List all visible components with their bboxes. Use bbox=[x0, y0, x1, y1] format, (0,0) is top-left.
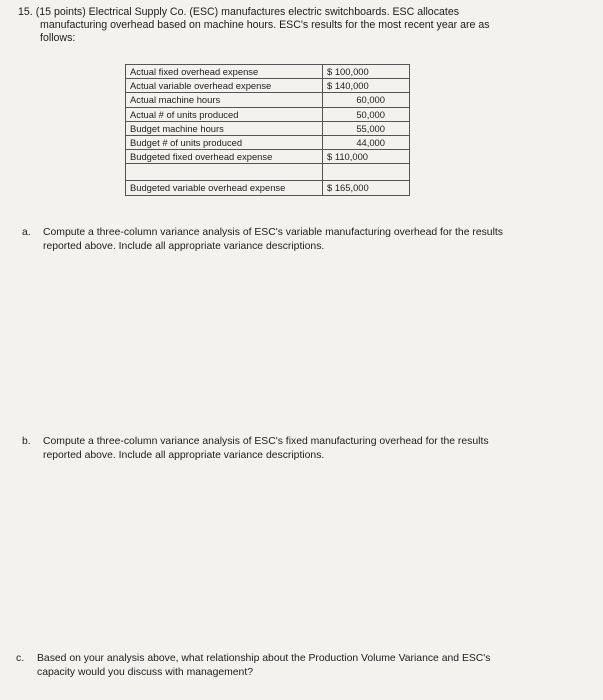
table-row bbox=[126, 79, 410, 93]
part-text-line: Based on your analysis above, what relationship about the Production Volume Variance and ESC's bbox=[37, 653, 491, 664]
part-b bbox=[22, 435, 542, 462]
spacer-cell bbox=[323, 164, 410, 181]
row-label: Actual # of units produced bbox=[126, 107, 323, 121]
table-spacer-row bbox=[126, 164, 410, 181]
row-label: Budget # of units produced bbox=[126, 135, 323, 149]
row-label: Budgeted variable overhead expense bbox=[126, 181, 323, 195]
table-row bbox=[126, 181, 410, 195]
row-value: 60,000 bbox=[323, 93, 410, 107]
table-row bbox=[126, 150, 410, 164]
question-number: 15. bbox=[18, 6, 33, 18]
part-letter: a. bbox=[22, 227, 31, 238]
table-row bbox=[126, 93, 410, 107]
row-value: $ 100,000 bbox=[323, 65, 410, 79]
row-value: $ 140,000 bbox=[323, 79, 410, 93]
part-text-line: reported above. Include all appropriate variance descriptions. bbox=[43, 449, 325, 461]
question-line-2: manufacturing overhead based on machine hours. ESC's results for the most recent year are as bbox=[40, 19, 490, 31]
part-c bbox=[16, 652, 536, 679]
row-label: Actual machine hours bbox=[126, 93, 323, 107]
row-value: $ 110,000 bbox=[323, 150, 410, 164]
row-label: Budget machine hours bbox=[126, 121, 323, 135]
spacer-cell bbox=[126, 164, 323, 181]
row-label: Actual fixed overhead expense bbox=[126, 65, 323, 79]
row-label: Budgeted fixed overhead expense bbox=[126, 150, 323, 164]
part-letter: b. bbox=[22, 436, 31, 447]
row-value: 50,000 bbox=[323, 107, 410, 121]
row-value: $ 165,000 bbox=[323, 181, 410, 195]
question-header-line bbox=[18, 6, 538, 19]
table-row bbox=[126, 107, 410, 121]
question-intro bbox=[18, 6, 538, 45]
part-letter: c. bbox=[16, 653, 25, 664]
part-text-line: Compute a three-column variance analysis of ESC's variable manufacturing overhead for the results bbox=[43, 227, 503, 238]
table-row bbox=[126, 121, 410, 135]
results-table bbox=[125, 64, 410, 196]
part-text-line: capacity would you discuss with management? bbox=[37, 666, 254, 678]
row-value: 44,000 bbox=[323, 135, 410, 149]
row-value: 55,000 bbox=[323, 121, 410, 135]
question-line-3: follows: bbox=[40, 32, 76, 44]
row-label: Actual variable overhead expense bbox=[126, 79, 323, 93]
question-header: (15 points) Electrical Supply Co. (ESC) manufactures electric switchboards. ESC allocates bbox=[35, 6, 460, 18]
part-text-line: Compute a three-column variance analysis of ESC's fixed manufacturing overhead for the results bbox=[43, 436, 489, 447]
part-a bbox=[22, 226, 542, 253]
part-text-line: reported above. Include all appropriate variance descriptions. bbox=[43, 240, 325, 252]
table-row bbox=[126, 65, 410, 79]
table-row bbox=[126, 135, 410, 149]
